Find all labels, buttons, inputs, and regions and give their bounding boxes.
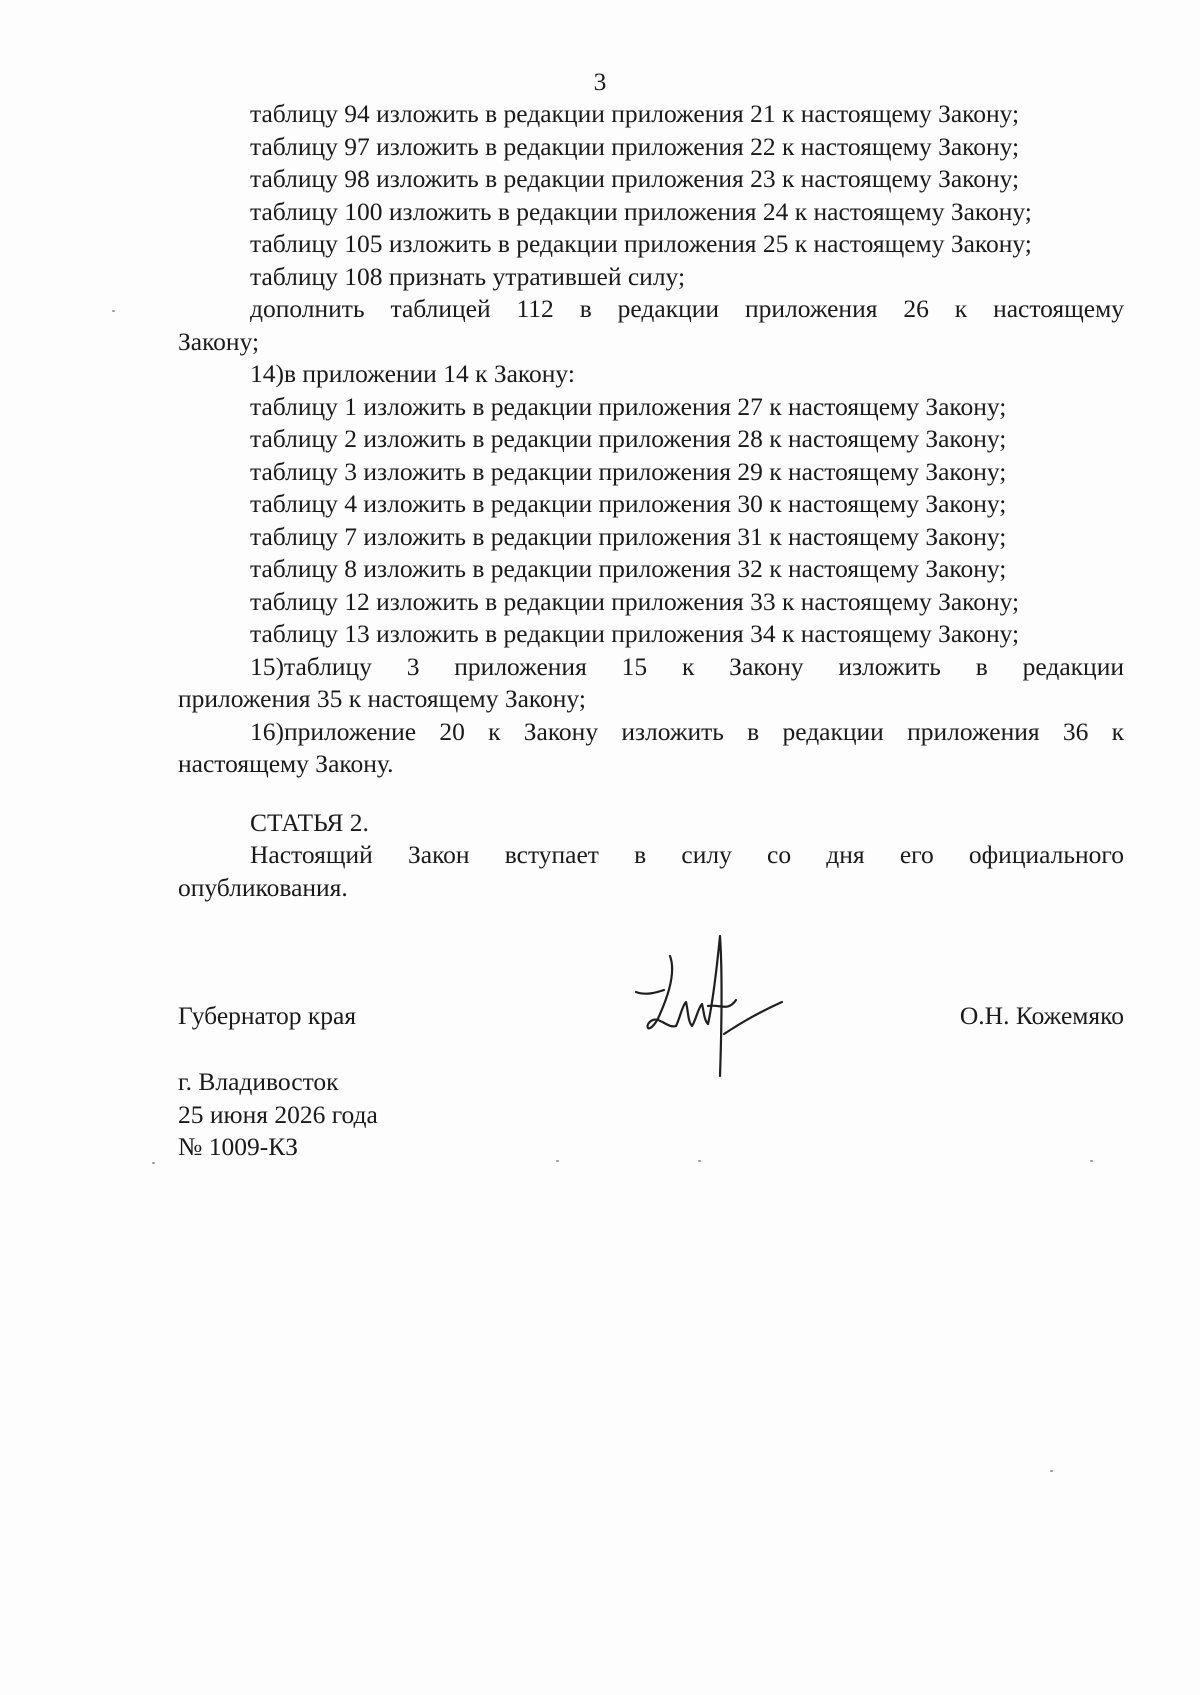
body-line: таблицу 13 изложить в редакции приложения 34 к настоящему Закону; (250, 619, 1020, 648)
article-heading: СТАТЬЯ 2. (250, 807, 369, 837)
scan-speck (112, 310, 115, 312)
signer-title: Губернатор края (178, 1001, 357, 1030)
footer-city: г. Владивосток (178, 1067, 339, 1096)
body-line: 16)приложение 20 к Закону изложить в редакции приложения 36 к (250, 716, 1124, 746)
body-line: дополнить таблицей 112 в редакции приложения 26 к настоящему (250, 294, 1124, 323)
article-text: Настоящий Закон вступает в силу со дня его официального (250, 840, 1124, 869)
body-line: таблицу 12 изложить в редакции приложения 33 к настоящему Закону; (250, 586, 1020, 616)
body-line: приложения 35 к настоящему Закону; (178, 684, 586, 713)
article-text: опубликования. (178, 872, 348, 902)
body-line: таблицу 108 признать утратившей силу; (250, 261, 686, 291)
body-line: Закону; (178, 326, 260, 356)
body-line: таблицу 7 изложить в редакции приложения 31 к настоящему Закону; (250, 521, 1007, 551)
scan-speck (556, 1160, 559, 1162)
footer-number: № 1009-КЗ (178, 1132, 298, 1161)
body-line: таблицу 98 изложить в редакции приложения 23 к настоящему Закону; (250, 164, 1020, 193)
body-line: таблицу 2 изложить в редакции приложения 28 к настоящему Закону; (250, 424, 1007, 453)
footer-date: 25 июня 2026 года (178, 1099, 378, 1129)
signer-name: О.Н. Кожемяко (959, 1001, 1124, 1030)
body-line: таблицу 105 изложить в редакции приложения 25 к настоящему Закону; (250, 229, 1032, 258)
page-number: 3 (593, 67, 607, 96)
scan-speck (1050, 1470, 1053, 1472)
scan-speck (698, 1160, 701, 1162)
body-line: таблицу 1 изложить в редакции приложения 27 к настоящему Закону; (250, 391, 1007, 421)
body-line: 15)таблицу 3 приложения 15 к Закону изложить в редакции (250, 651, 1124, 681)
body-line: таблицу 4 изложить в редакции приложения 30 к настоящему Закону; (250, 489, 1007, 518)
body-line: таблицу 8 изложить в редакции приложения 32 к настоящему Закону; (250, 554, 1007, 583)
document-body (178, 98, 1124, 904)
body-line: настоящему Закону. (178, 749, 394, 778)
body-line: таблицу 3 изложить в редакции приложения 29 к настоящему Закону; (250, 456, 1007, 486)
body-line: таблицу 100 изложить в редакции приложения 24 к настоящему Закону; (250, 196, 1032, 226)
section-gap (178, 781, 1124, 807)
body-line: таблицу 94 изложить в редакции приложения 21 к настоящему Закону; (250, 99, 1020, 128)
body-line: таблицу 97 изложить в редакции приложения 22 к настоящему Закону; (250, 131, 1020, 161)
handwritten-signature (624, 926, 784, 1086)
footer-block (178, 1066, 378, 1164)
scan-speck (152, 1162, 155, 1164)
body-line: 14)в приложении 14 к Закону: (250, 359, 575, 388)
scan-speck (1090, 1160, 1093, 1162)
